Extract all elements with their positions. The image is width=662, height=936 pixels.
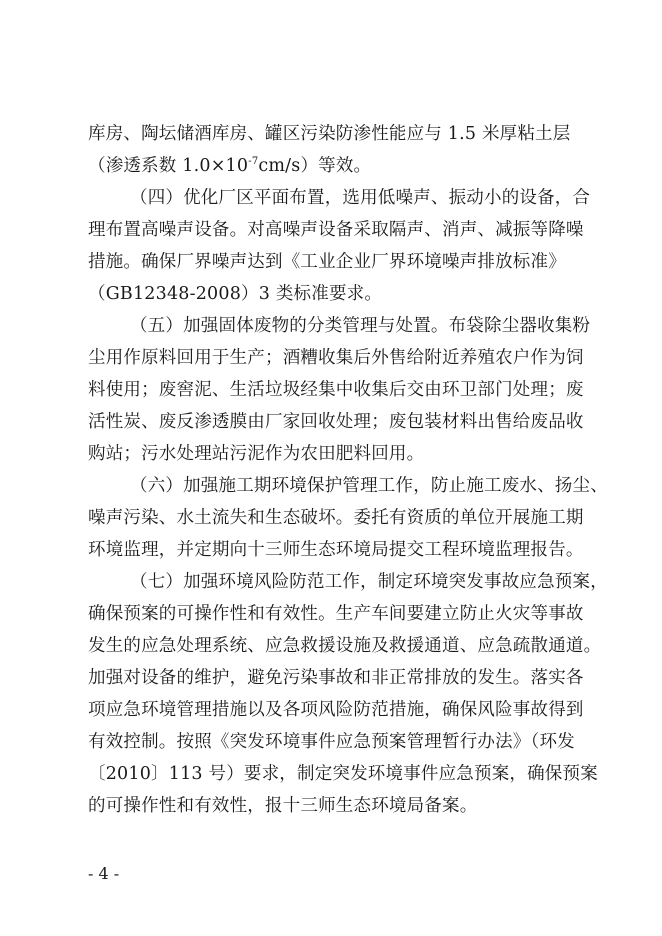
paragraph-5-line-4: 活性炭、废反渗透膜由厂家回收处理；废包装材料出售给废品收 bbox=[88, 412, 584, 432]
paragraph-7-line-4: 加强对设备的维护，避免污染事故和非正常排放的发生。落实各 bbox=[88, 668, 584, 688]
paragraph-7-line-5: 项应急环境管理措施以及各项风险防范措施，确保风险事故得到 bbox=[88, 700, 584, 720]
text-line-2-part-2: cm/s）等效。 bbox=[258, 156, 372, 176]
paragraph-5-line-5: 购站；污水处理站污泥作为农田肥料回用。 bbox=[88, 444, 425, 464]
text-line-2-part-1: （渗透系数 1.0×10 bbox=[88, 156, 249, 176]
paragraph-7-line-8: 的可操作性和有效性，报十三师生态环境局备案。 bbox=[88, 796, 478, 816]
paragraph-6-line-2: 噪声污染、水土流失和生态破坏。委托有资质的单位开展施工期 bbox=[88, 508, 584, 528]
paragraph-5-line-2: 尘用作原料回用于生产；酒糟收集后外售给附近养殖农户作为饲 bbox=[88, 348, 584, 368]
text-line-2 bbox=[88, 150, 588, 182]
paragraph-7-line-2: 确保预案的可操作性和有效性。生产车间要建立防止火灾等事故 bbox=[88, 604, 584, 624]
paragraph-4-line-3: 措施。确保厂界噪声达到《工业企业厂界环境噪声排放标准》 bbox=[88, 252, 566, 272]
paragraph-5-line-3: 料使用；废窖泥、生活垃圾经集中收集后交由环卫部门处理；废 bbox=[88, 380, 584, 400]
page-number: - 4 - bbox=[88, 864, 120, 883]
paragraph-6-line-1: （六）加强施工期环境保护管理工作，防止施工废水、扬尘、 bbox=[130, 476, 608, 496]
paragraph-5-line-1: （五）加强固体废物的分类管理与处置。布袋除尘器收集粉 bbox=[130, 316, 591, 336]
paragraph-4-line-4: （GB12348-2008）3 类标准要求。 bbox=[88, 284, 383, 304]
paragraph-7-line-7: 〔2010〕113 号）要求，制定突发环境事件应急预案，确保预案 bbox=[88, 764, 598, 784]
paragraph-6-line-3: 环境监理，并定期向十三师生态环境局提交工程环境监理报告。 bbox=[88, 540, 584, 560]
text-line-1: 库房、陶坛储酒库房、罐区污染防渗性能应与 1.5 米厚粘土层 bbox=[88, 124, 571, 144]
paragraph-7-line-1: （七）加强环境风险防范工作，制定环境突发事故应急预案， bbox=[130, 572, 608, 592]
paragraph-4-line-1: （四）优化厂区平面布置，选用低噪声、振动小的设备，合 bbox=[130, 188, 591, 208]
superscript-exponent: -7 bbox=[248, 156, 259, 168]
paragraph-4-line-2: 理布置高噪声设备。对高噪声设备采取隔声、消声、减振等降噪 bbox=[88, 220, 584, 240]
paragraph-7-line-3: 发生的应急处理系统、应急救援设施及救援通道、应急疏散通道。 bbox=[88, 636, 602, 656]
paragraph-7-line-6: 有效控制。按照《突发环境事件应急预案管理暂行办法》（环发 bbox=[88, 732, 575, 752]
